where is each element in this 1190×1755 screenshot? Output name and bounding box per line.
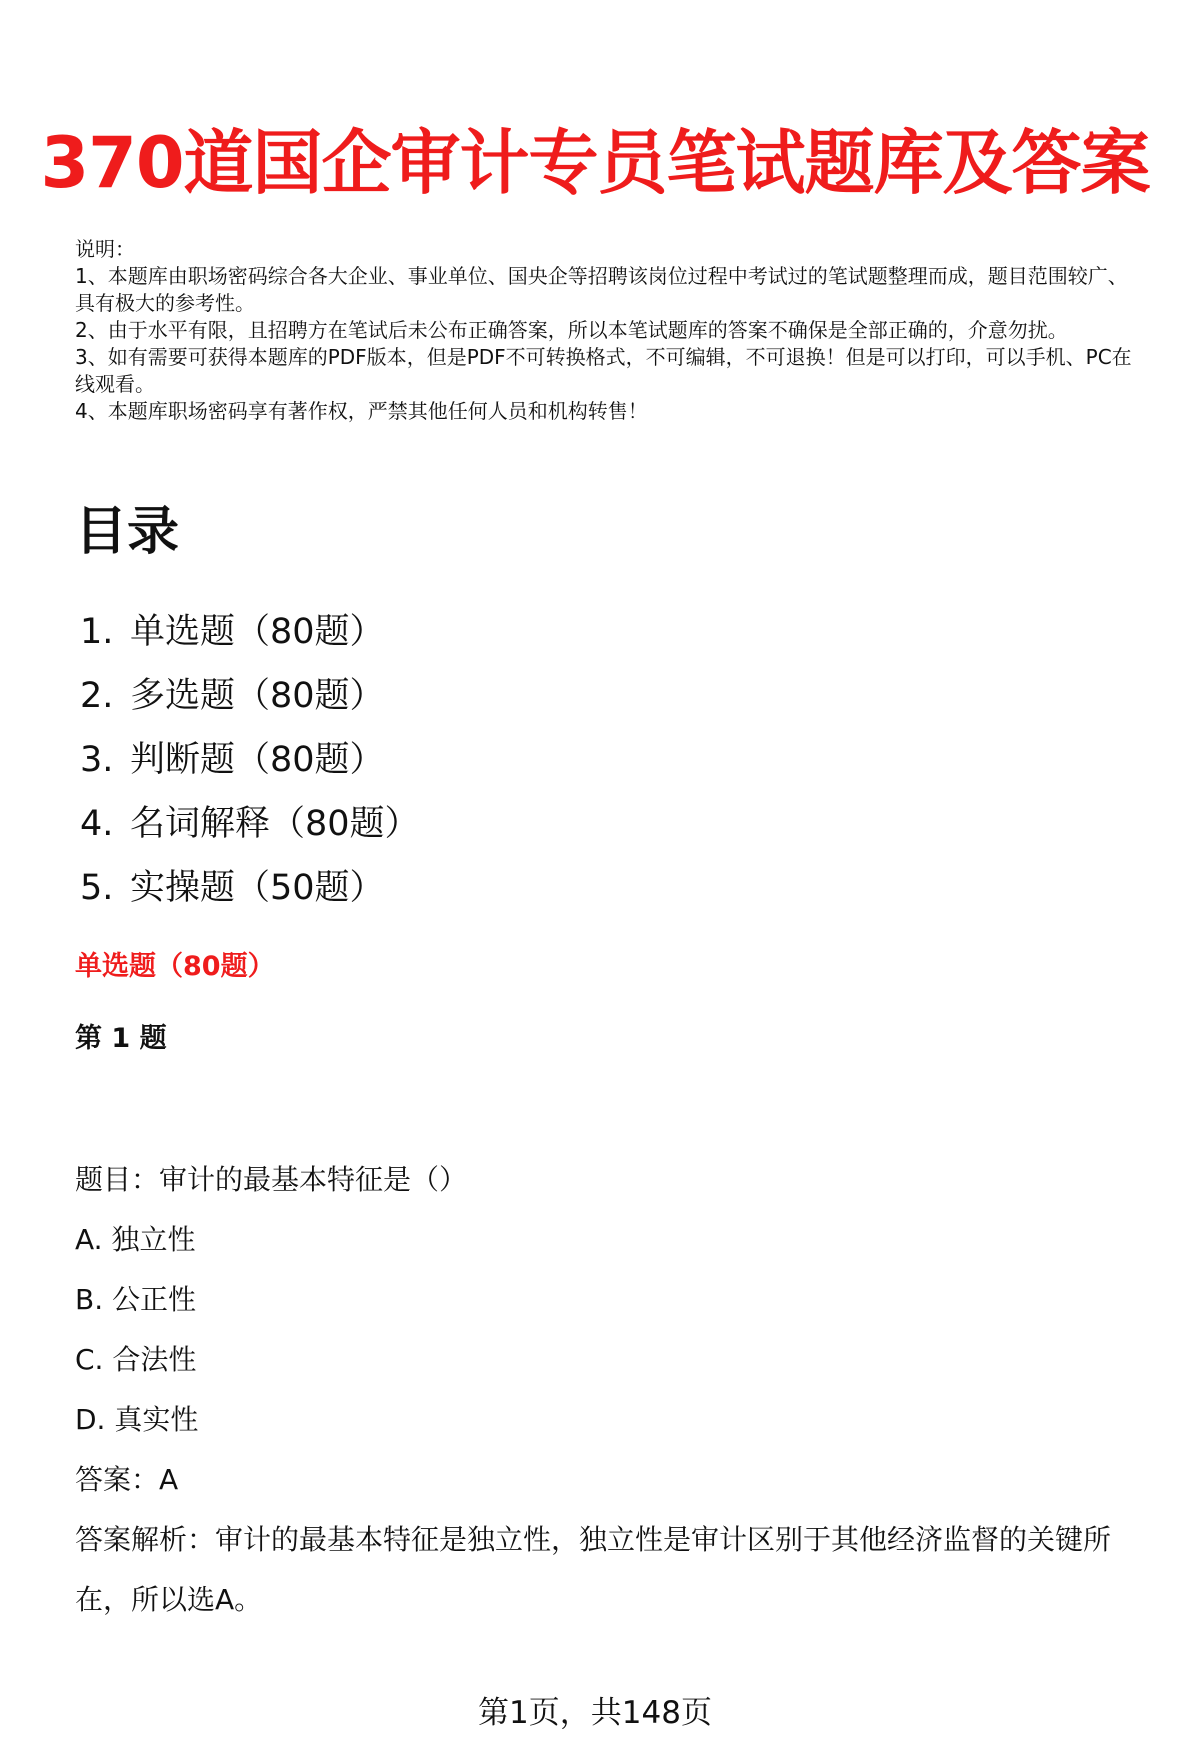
toc-item-label: 判断题（80题） — [130, 740, 385, 780]
table-of-contents — [80, 600, 420, 920]
toc-heading: 目录 — [75, 502, 180, 562]
toc-item-label: 单选题（80题） — [130, 612, 385, 652]
toc-item-number: 4. — [80, 804, 114, 844]
toc-item[interactable] — [80, 728, 420, 792]
toc-item-number: 2. — [80, 676, 114, 716]
note-item: 1、本题库由职场密码综合各大企业、事业单位、国央企等招聘该岗位过程中考试过的笔试题整理而成，题目范围较广、具有极大的参考性。 — [75, 264, 1128, 315]
note-item: 2、由于水平有限，且招聘方在笔试后未公布正确答案，所以本笔试题库的答案不确保是全部正确的，介意勿扰。 — [75, 318, 1068, 342]
toc-item-number: 5. — [80, 868, 114, 908]
question-stem: 题目：审计的最基本特征是（） — [75, 1163, 468, 1196]
note-item: 3、如有需要可获得本题库的PDF版本，但是PDF不可转换格式，不可编辑，不可退换！但是可以打印，可以手机、PC在线观看。 — [75, 345, 1132, 396]
toc-item-number: 3. — [80, 740, 114, 780]
answer-analysis: 答案解析：审计的最基本特征是独立性，独立性是审计区别于其他经济监督的关键所在，所以选A。 — [75, 1523, 1112, 1616]
question-number: 第 1 题 — [75, 1023, 167, 1054]
toc-item-label: 名词解释（80题） — [130, 804, 420, 844]
toc-item[interactable] — [80, 664, 420, 728]
toc-item-number: 1. — [80, 612, 114, 652]
notes-block — [75, 236, 1145, 425]
toc-item-label: 实操题（50题） — [130, 868, 385, 908]
question-block — [75, 1160, 1165, 1630]
toc-item-label: 多选题（80题） — [130, 676, 385, 716]
notes-header: 说明： — [75, 237, 135, 261]
option-a: A. 独立性 — [75, 1223, 196, 1256]
document-title: 370道国企审计专员笔试题库及答案 — [40, 122, 1150, 204]
note-item: 4、本题库职场密码享有著作权，严禁其他任何人员和机构转售！ — [75, 399, 648, 423]
answer: 答案：A — [75, 1463, 179, 1496]
option-b: B. 公正性 — [75, 1283, 197, 1316]
section-title: 单选题（80题） — [75, 951, 275, 982]
toc-item[interactable] — [80, 856, 420, 920]
toc-item[interactable] — [80, 600, 420, 664]
toc-item[interactable] — [80, 792, 420, 856]
page-footer: 第1页，共148页 — [478, 1695, 712, 1731]
option-d: D. 真实性 — [75, 1403, 199, 1436]
option-c: C. 合法性 — [75, 1343, 197, 1376]
